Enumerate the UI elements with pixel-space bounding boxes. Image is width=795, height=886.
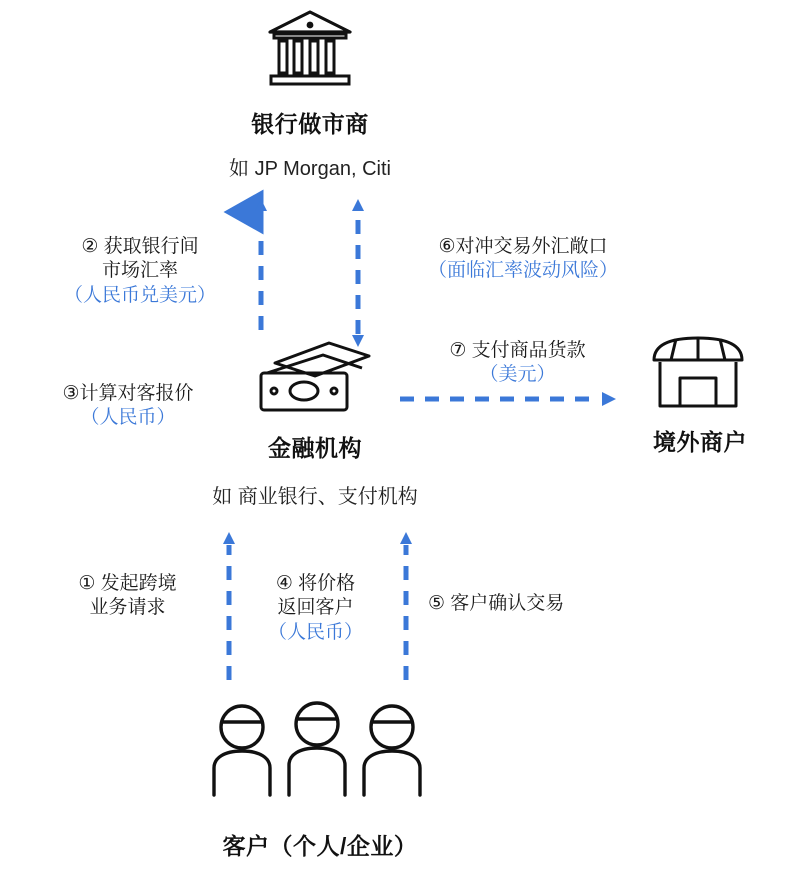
step-label-6 <box>388 235 658 284</box>
step-label-4 <box>238 572 393 645</box>
bank-icon <box>265 8 355 90</box>
step-2-highlight: （人民币兑美元） <box>63 284 216 306</box>
step-4-line2: 返回客户 <box>277 597 354 619</box>
node-label-financial-institution: 金融机构 <box>268 435 362 461</box>
step-3-line1: ③计算对客报价 <box>62 383 194 404</box>
step-4-line1: ④ 将价格 <box>275 573 356 594</box>
step-6-line1: ⑥对冲交易外汇敞口 <box>438 236 608 257</box>
step-1-line2: 业务请求 <box>89 597 166 619</box>
node-sublabel-financial-institution: 如 商业银行、支付机构 <box>212 486 418 508</box>
arrow-step-7 <box>400 392 616 406</box>
arrow-step-1-4 <box>223 532 235 680</box>
step-7-line1: ⑦ 支付商品货款 <box>449 340 586 361</box>
node-label-bank-market-maker: 银行做市商 <box>251 111 369 137</box>
arrow-step-2 <box>255 199 267 330</box>
step-7-highlight: （美元） <box>479 364 556 386</box>
step-5-line1: ⑤ 客户确认交易 <box>428 593 565 614</box>
people-group-icon <box>200 700 435 800</box>
step-label-7 <box>405 339 630 388</box>
step-6-highlight: （面临汇率波动风险） <box>427 260 618 282</box>
node-label-overseas-merchant: 境外商户 <box>653 429 747 455</box>
step-2-line1: ② 获取银行间 <box>81 236 199 257</box>
step-label-1 <box>40 572 215 621</box>
step-1-line1: ① 发起跨境 <box>78 573 177 594</box>
storefront-icon <box>648 334 748 414</box>
step-label-5 <box>428 592 658 616</box>
step-label-3 <box>18 382 238 431</box>
banknotes-icon <box>257 340 372 415</box>
arrow-step-6 <box>352 199 364 347</box>
arrow-step-5 <box>400 532 412 680</box>
step-label-2 <box>30 235 250 308</box>
step-4-highlight: （人民币） <box>267 621 363 643</box>
node-label-customer: 客户（个人/企业） <box>222 833 418 859</box>
node-sublabel-bank-market-maker: 如 JP Morgan, Citi <box>229 158 391 180</box>
step-3-highlight: （人民币） <box>80 407 176 429</box>
step-2-line2: 市场汇率 <box>101 260 178 282</box>
